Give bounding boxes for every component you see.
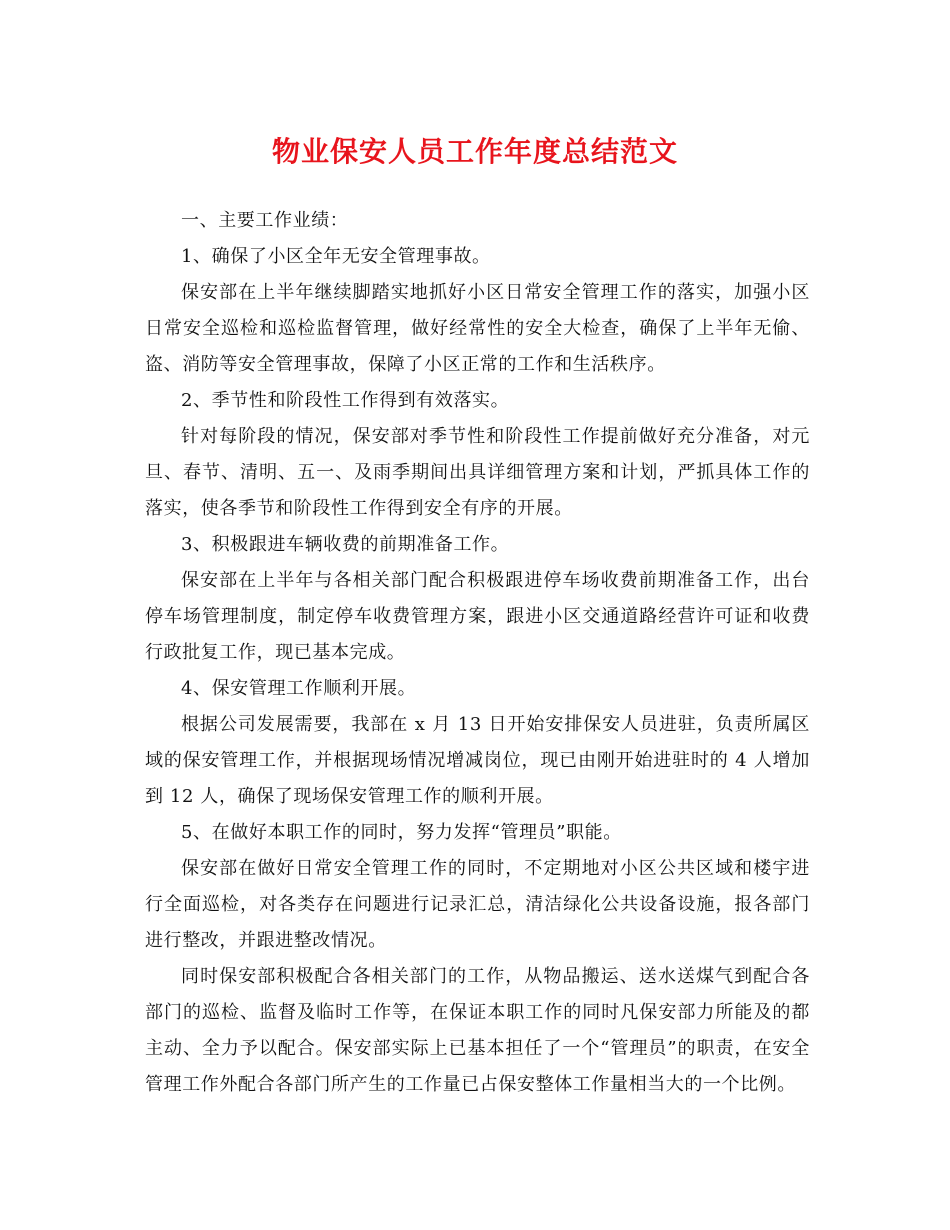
document-title: 物业保安人员工作年度总结范文 <box>271 135 678 168</box>
item-body-4: 根据公司发展需要，我部在 x 月 13 日开始安排保安人员进驻，负责所属区域的保安管理工作，并根据现场情况增减岗位，现已由刚开始进驻时的 4 人增加到 12 人，确保了现场保安管理工作的顺利开展。 <box>145 714 810 807</box>
item-heading-5: 5、在做好本职工作的同时，努力发挥“管理员”职能。 <box>181 822 622 843</box>
section-heading: 一、主要工作业绩： <box>181 210 349 231</box>
item-body-5b: 同时保安部积极配合各相关部门的工作，从物品搬运、送水送煤气到配合各部门的巡检、监督及临时工作等，在保证本职工作的同时凡保安部力所能及的都主动、全力予以配合。保安部实际上已基本担任了一个“管理员”的职责，在安全管理工作外配合各部门所产生的工作量已占保安整体工作量相当大的一个比例。 <box>145 966 810 1095</box>
item-heading-1: 1、确保了小区全年无安全管理事故。 <box>181 246 491 267</box>
item-body-1: 保安部在上半年继续脚踏实地抓好小区日常安全管理工作的落实，加强小区日常安全巡检和巡检监督管理，做好经常性的安全大检查，确保了上半年无偷、盗、消防等安全管理事故，保障了小区正常的工作和生活秩序。 <box>145 282 810 375</box>
item-body-2: 针对每阶段的情况，保安部对季节性和阶段性工作提前做好充分准备，对元旦、春节、清明、五一、及雨季期间出具详细管理方案和计划，严抓具体工作的落实，使各季节和阶段性工作得到安全有序的开展。 <box>145 426 810 519</box>
item-heading-3: 3、积极跟进车辆收费的前期准备工作。 <box>181 534 510 555</box>
item-body-3: 保安部在上半年与各相关部门配合积极跟进停车场收费前期准备工作，出台停车场管理制度，制定停车收费管理方案，跟进小区交通道路经营许可证和收费行政批复工作，现已基本完成。 <box>145 570 810 663</box>
document-body <box>145 203 810 1103</box>
item-body-5a: 保安部在做好日常安全管理工作的同时，不定期地对小区公共区域和楼宇进行全面巡检，对各类存在问题进行记录汇总，清洁绿化公共设备设施，报各部门进行整改，并跟进整改情况。 <box>145 858 810 951</box>
item-heading-4: 4、保安管理工作顺利开展。 <box>181 678 417 699</box>
item-heading-2: 2、季节性和阶段性工作得到有效落实。 <box>181 390 510 411</box>
